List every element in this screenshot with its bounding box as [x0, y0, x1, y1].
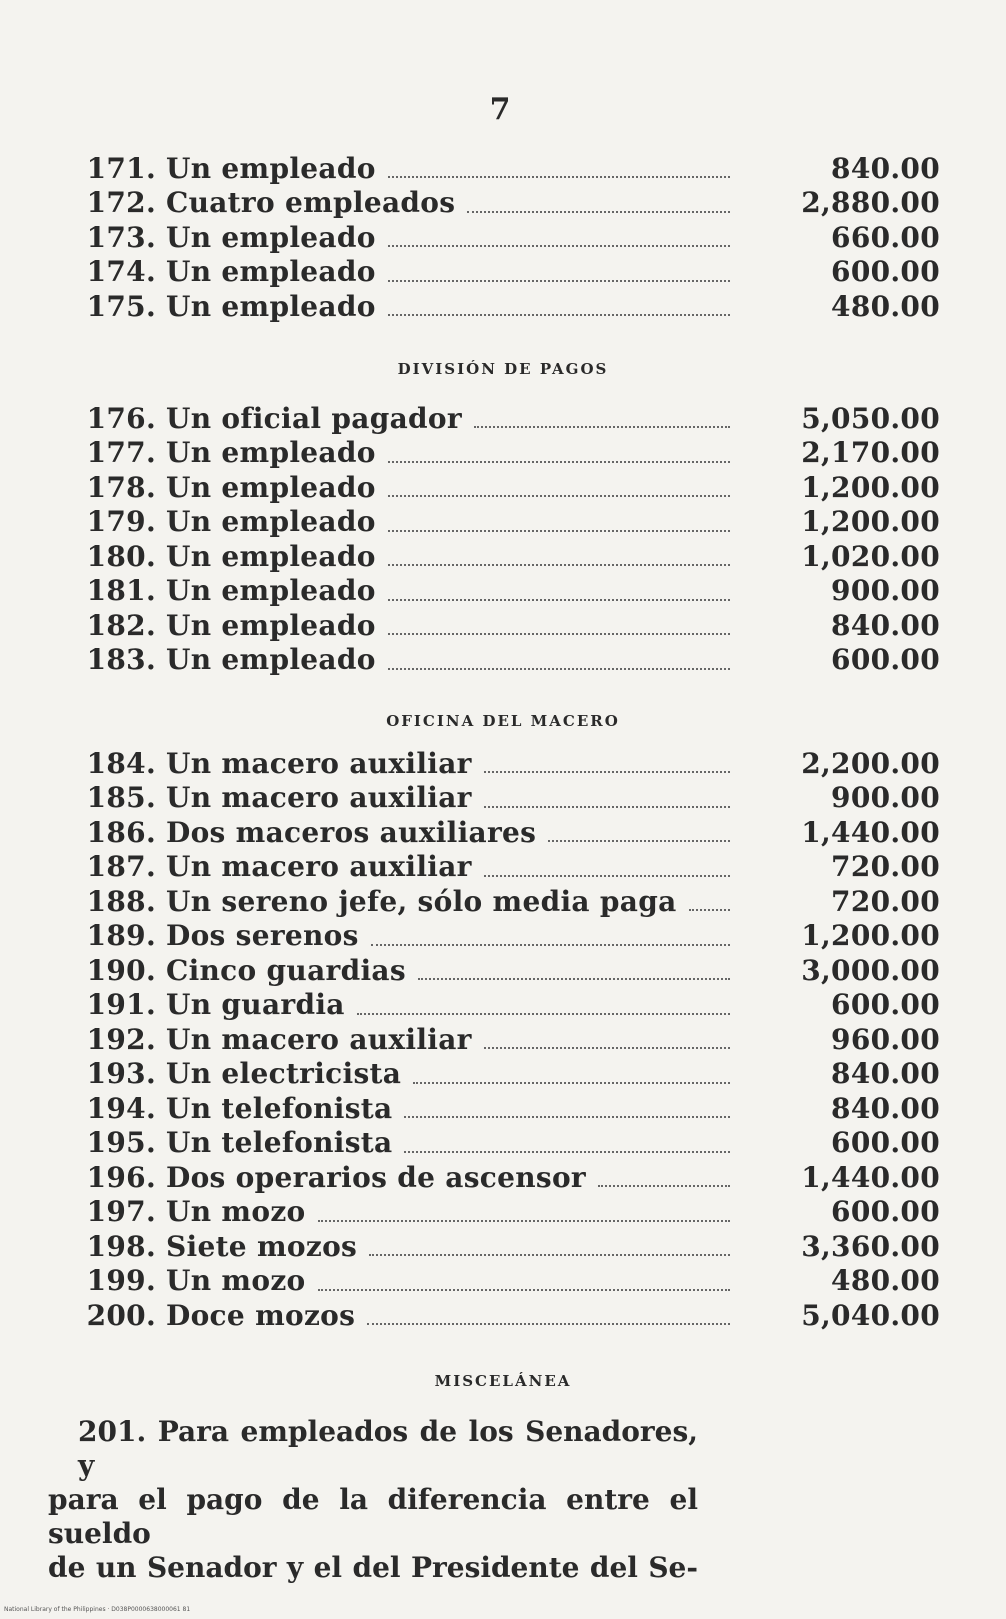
page-number: 7 — [489, 92, 511, 127]
budget-row — [80, 220, 940, 255]
item-amount: 600.00 — [831, 1126, 940, 1160]
dot-leader — [318, 1220, 730, 1222]
item-description: Doce mozos — [166, 1298, 356, 1332]
dot-leader — [388, 314, 730, 316]
item-amount: 840.00 — [831, 608, 940, 642]
item-description: Un telefonista — [166, 1126, 393, 1160]
dot-leader — [484, 875, 730, 877]
budget-row — [80, 1022, 940, 1057]
item-number: 183. — [86, 643, 156, 677]
dot-leader — [467, 211, 730, 213]
budget-row — [80, 1298, 940, 1333]
item-number: 189. — [86, 919, 156, 953]
section-heading-division-de-pagos: DIVISIÓN DE PAGOS — [397, 360, 609, 378]
item-description: Dos maceros auxiliares — [166, 815, 537, 849]
dot-leader — [388, 176, 730, 178]
budget-row — [80, 884, 940, 919]
item-amount: 2,200.00 — [801, 746, 940, 780]
dot-leader — [357, 1013, 730, 1015]
dot-leader — [388, 530, 730, 532]
item-amount: 480.00 — [831, 289, 940, 323]
dot-leader — [484, 771, 730, 773]
archive-footer: National Library of the Philippines · D038P0000638000061 81 — [4, 1606, 191, 1613]
budget-row — [80, 988, 940, 1023]
miscelanea-paragraph — [48, 1415, 698, 1585]
item-amount: 1,200.00 — [801, 919, 940, 953]
item-amount: 5,040.00 — [801, 1298, 940, 1332]
dot-leader — [484, 1047, 730, 1049]
dot-leader — [367, 1323, 730, 1325]
budget-group-2 — [80, 401, 940, 677]
section-heading-oficina-del-macero: OFICINA DEL MACERO — [386, 712, 620, 730]
item-amount: 600.00 — [831, 255, 940, 289]
dot-leader — [418, 978, 730, 980]
dot-leader — [598, 1185, 730, 1187]
item-number: 199. — [86, 1264, 156, 1298]
paragraph-line: de un Senador y el del Presidente del Se- — [48, 1551, 698, 1584]
dot-leader — [388, 245, 730, 247]
item-number: 190. — [86, 953, 156, 987]
item-description: Un empleado — [166, 643, 376, 677]
item-amount: 600.00 — [831, 643, 940, 677]
item-amount: 660.00 — [831, 220, 940, 254]
item-description: Un empleado — [166, 539, 376, 573]
item-number: 187. — [86, 850, 156, 884]
budget-row — [80, 470, 940, 505]
budget-row — [80, 746, 940, 781]
item-number: 185. — [86, 781, 156, 815]
item-amount: 960.00 — [831, 1022, 940, 1056]
item-number: 196. — [86, 1160, 156, 1194]
item-amount: 1,440.00 — [801, 1160, 940, 1194]
item-amount: 1,200.00 — [801, 505, 940, 539]
item-amount: 840.00 — [831, 1057, 940, 1091]
budget-row — [80, 151, 940, 186]
item-amount: 900.00 — [831, 781, 940, 815]
item-number: 188. — [86, 884, 156, 918]
item-amount: 840.00 — [831, 151, 940, 185]
budget-row — [80, 608, 940, 643]
dot-leader — [369, 1254, 730, 1256]
item-description: Un sereno jefe, sólo media paga — [166, 884, 677, 918]
item-amount: 720.00 — [831, 884, 940, 918]
item-description: Dos operarios de ascensor — [166, 1160, 586, 1194]
dot-leader — [413, 1082, 730, 1084]
item-description: Un empleado — [166, 436, 376, 470]
item-number: 175. — [86, 289, 156, 323]
item-number: 174. — [86, 255, 156, 289]
item-description: Un empleado — [166, 574, 376, 608]
budget-row — [80, 1195, 940, 1230]
item-description: Un empleado — [166, 470, 376, 504]
item-description: Un mozo — [166, 1195, 306, 1229]
item-number: 179. — [86, 505, 156, 539]
item-number: 173. — [86, 220, 156, 254]
dot-leader — [689, 909, 730, 911]
paragraph-line: para el pago de la diferencia entre el sueldo — [48, 1483, 698, 1550]
item-amount: 600.00 — [831, 1195, 940, 1229]
item-description: Un telefonista — [166, 1091, 393, 1125]
item-amount: 1,200.00 — [801, 470, 940, 504]
item-number: 172. — [86, 186, 156, 220]
budget-row — [80, 505, 940, 540]
budget-row — [80, 436, 940, 471]
budget-row — [80, 289, 940, 324]
item-amount: 1,440.00 — [801, 815, 940, 849]
budget-row — [80, 953, 940, 988]
budget-row — [80, 186, 940, 221]
budget-row — [80, 781, 940, 816]
budget-row — [80, 574, 940, 609]
item-number: 198. — [86, 1229, 156, 1263]
dot-leader — [371, 944, 730, 946]
item-description: Un mozo — [166, 1264, 306, 1298]
item-description: Un oficial pagador — [166, 401, 462, 435]
item-number: 197. — [86, 1195, 156, 1229]
item-number: 181. — [86, 574, 156, 608]
item-amount: 3,000.00 — [801, 953, 940, 987]
item-description: Un macero auxiliar — [166, 746, 472, 780]
dot-leader — [388, 495, 730, 497]
item-amount: 900.00 — [831, 574, 940, 608]
item-description: Dos serenos — [166, 919, 359, 953]
item-number: 184. — [86, 746, 156, 780]
paragraph-line: 201. Para empleados de los Senadores, y — [78, 1415, 698, 1482]
item-description: Siete mozos — [166, 1229, 358, 1263]
item-description: Un empleado — [166, 505, 376, 539]
item-number: 195. — [86, 1126, 156, 1160]
dot-leader — [388, 564, 730, 566]
budget-row — [80, 1126, 940, 1161]
dot-leader — [404, 1151, 730, 1153]
item-amount: 2,880.00 — [801, 186, 940, 220]
budget-row — [80, 815, 940, 850]
item-description: Cinco guardias — [166, 953, 406, 987]
item-description: Un empleado — [166, 255, 376, 289]
budget-row — [80, 919, 940, 954]
item-description: Un empleado — [166, 220, 376, 254]
section-heading-miscelanea: MISCELÁNEA — [434, 1372, 572, 1390]
item-number: 186. — [86, 815, 156, 849]
item-amount: 720.00 — [831, 850, 940, 884]
item-amount: 1,020.00 — [801, 539, 940, 573]
item-number: 182. — [86, 608, 156, 642]
budget-row — [80, 539, 940, 574]
dot-leader — [388, 280, 730, 282]
item-description: Un empleado — [166, 608, 376, 642]
item-amount: 3,360.00 — [801, 1229, 940, 1263]
budget-group-3 — [80, 746, 940, 1333]
item-description: Cuatro empleados — [166, 186, 456, 220]
item-number: 200. — [86, 1298, 156, 1332]
item-description: Un empleado — [166, 289, 376, 323]
item-description: Un macero auxiliar — [166, 850, 472, 884]
dot-leader — [318, 1289, 730, 1291]
item-number: 178. — [86, 470, 156, 504]
budget-row — [80, 401, 940, 436]
item-number: 180. — [86, 539, 156, 573]
budget-row — [80, 1091, 940, 1126]
item-amount: 2,170.00 — [801, 436, 940, 470]
budget-row — [80, 850, 940, 885]
item-description: Un empleado — [166, 151, 376, 185]
budget-row — [80, 1264, 940, 1299]
budget-row — [80, 255, 940, 290]
dot-leader — [484, 806, 730, 808]
item-description: Un macero auxiliar — [166, 781, 472, 815]
dot-leader — [388, 461, 730, 463]
item-number: 177. — [86, 436, 156, 470]
budget-row — [80, 643, 940, 678]
item-description: Un guardia — [166, 988, 345, 1022]
item-description: Un macero auxiliar — [166, 1022, 472, 1056]
dot-leader — [388, 599, 730, 601]
item-number: 193. — [86, 1057, 156, 1091]
budget-row — [80, 1160, 940, 1195]
item-number: 171. — [86, 151, 156, 185]
item-description: Un electricista — [166, 1057, 402, 1091]
item-amount: 840.00 — [831, 1091, 940, 1125]
budget-row — [80, 1229, 940, 1264]
item-number: 191. — [86, 988, 156, 1022]
dot-leader — [388, 633, 730, 635]
budget-group-1 — [80, 151, 940, 324]
dot-leader — [474, 426, 730, 428]
item-amount: 600.00 — [831, 988, 940, 1022]
item-number: 176. — [86, 401, 156, 435]
dot-leader — [388, 668, 730, 670]
item-amount: 5,050.00 — [801, 401, 940, 435]
item-number: 192. — [86, 1022, 156, 1056]
budget-row — [80, 1057, 940, 1092]
item-number: 194. — [86, 1091, 156, 1125]
dot-leader — [548, 840, 730, 842]
dot-leader — [404, 1116, 730, 1118]
item-amount: 480.00 — [831, 1264, 940, 1298]
